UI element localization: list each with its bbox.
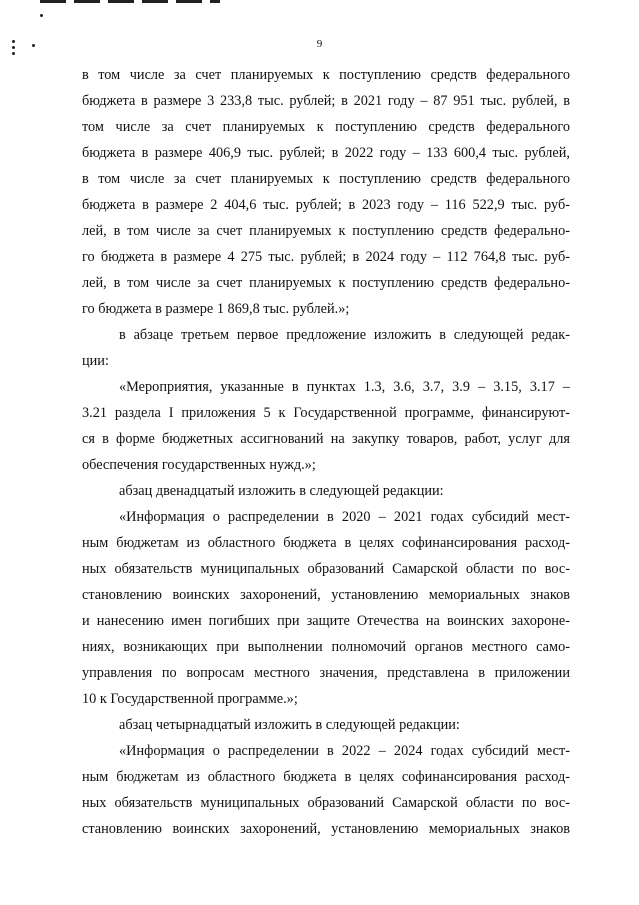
document-body bbox=[82, 62, 570, 842]
paragraph bbox=[82, 478, 570, 504]
text-line: ниях, возникающих при выполнении полномочий органов местного само- bbox=[82, 639, 570, 655]
text-line: и нанесению имен погибших при защите Отечества на воинских захороне- bbox=[82, 613, 570, 629]
text-line: в том числе за счет планируемых к поступлению средств федерального bbox=[82, 67, 570, 83]
text-line: в том числе за счет планируемых к поступлению средств федерального bbox=[82, 171, 570, 187]
text-line: го бюджета в размере 4 275 тыс. рублей; в 2024 году – 112 764,8 тыс. руб- bbox=[82, 249, 570, 265]
paragraph bbox=[82, 712, 570, 738]
text-line: бюджета в размере 2 404,6 тыс. рублей; в 2023 году – 116 522,9 тыс. руб- bbox=[82, 197, 570, 213]
text-line: ных обязательств муниципальных образований Самарской области по вос- bbox=[82, 561, 570, 577]
text-line: ся в форме бюджетных ассигнований на закупку товаров, работ, услуг для bbox=[82, 431, 570, 447]
text-line: 10 к Государственной программе.»; bbox=[82, 691, 298, 707]
text-line: становлению воинских захоронений, установлению мемориальных знаков bbox=[82, 821, 570, 837]
text-line: лей, в том числе за счет планируемых к поступлению средств федерально- bbox=[82, 275, 570, 291]
text-line: ных обязательств муниципальных образований Самарской области по вос- bbox=[82, 795, 570, 811]
text-line: становлению воинских захоронений, установлению мемориальных знаков bbox=[82, 587, 570, 603]
paragraph bbox=[82, 62, 570, 322]
paragraph bbox=[82, 738, 570, 842]
scan-artifact-dot bbox=[12, 52, 15, 55]
text-line: бюджета в размере 3 233,8 тыс. рублей; в 2021 году – 87 951 тыс. рублей, в bbox=[82, 93, 570, 109]
paragraph bbox=[82, 504, 570, 712]
text-line: 3.21 раздела I приложения 5 к Государственной программе, финансируют- bbox=[82, 405, 570, 421]
text-line: «Мероприятия, указанные в пунктах 1.3, 3.6, 3.7, 3.9 – 3.15, 3.17 – bbox=[119, 379, 570, 395]
text-line: ным бюджетам из областного бюджета в целях софинансирования расход- bbox=[82, 535, 570, 551]
text-line: лей, в том числе за счет планируемых к поступлению средств федерально- bbox=[82, 223, 570, 239]
text-line: бюджета в размере 406,9 тыс. рублей; в 2022 году – 133 600,4 тыс. рублей, bbox=[82, 145, 570, 161]
scan-artifact-dot bbox=[40, 14, 43, 17]
text-line: «Информация о распределении в 2020 – 2021 годах субсидий мест- bbox=[119, 509, 570, 525]
page-number: 9 bbox=[316, 38, 323, 50]
text-line: том числе за счет планируемых к поступлению средств федерального bbox=[82, 119, 570, 135]
text-line: в абзаце третьем первое предложение изложить в следующей редак- bbox=[119, 327, 570, 343]
paragraph bbox=[82, 322, 570, 374]
text-line: го бюджета в размере 1 869,8 тыс. рублей.»; bbox=[82, 301, 350, 317]
scan-artifact-top bbox=[40, 0, 220, 3]
text-line: «Информация о распределении в 2022 – 2024 годах субсидий мест- bbox=[119, 743, 570, 759]
paragraph bbox=[82, 374, 570, 478]
text-line: ным бюджетам из областного бюджета в целях софинансирования расход- bbox=[82, 769, 570, 785]
text-line: абзац четырнадцатый изложить в следующей редакции: bbox=[119, 717, 460, 733]
text-line: управления по вопросам местного значения, представлена в приложении bbox=[82, 665, 570, 681]
text-line: ции: bbox=[82, 353, 109, 369]
text-line: обеспечения государственных нужд.»; bbox=[82, 457, 316, 473]
text-line: абзац двенадцатый изложить в следующей редакции: bbox=[119, 483, 444, 499]
